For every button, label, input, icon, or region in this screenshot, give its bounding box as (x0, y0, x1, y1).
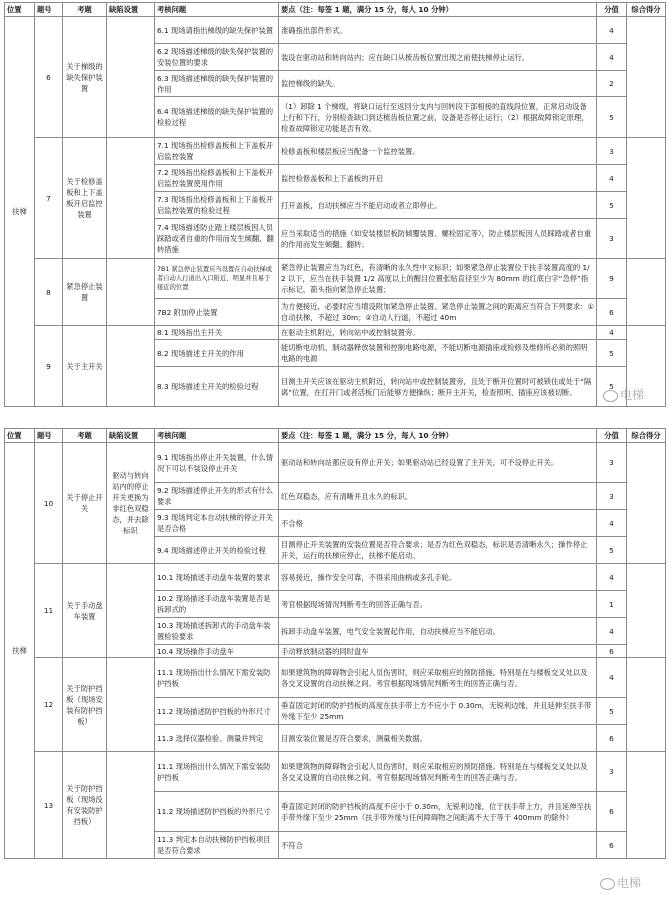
score-cell: 4 (597, 564, 627, 591)
topic-cell: 关于检修盖板和上下盖板开启监控装置 (63, 138, 107, 259)
question-cell: 6.2 现场描述梯级的缺失保护装置的安装位置的要求 (155, 44, 279, 71)
score-cell: 6 (597, 299, 627, 326)
points-cell: 手动释放制动器的同时盘车 (279, 645, 597, 658)
location-cell: 扶梯 (5, 17, 35, 407)
points-cell: 目测停止开关装置的安装位置是否符合要求；是否为红色双稳态，标识是否清晰永久；操作停止开关，运行的扶梯应停止，扶梯不能启动。 (279, 537, 597, 564)
question-number: 9 (35, 326, 63, 407)
score-cell: 5 (597, 367, 627, 407)
question-cell: 9.1 现场指出停止开关装置，什么情况下可以不装设停止开关 (155, 443, 279, 483)
total-score-cell (627, 138, 666, 259)
points-cell: 紧急停止装置应当为红色，有清晰的永久性中文标识；如果紧急停止装置位于扶手装置高度的 1/2 以下，应当在扶手装置 1/2 高度以上的醒目位置张贴直径至少为 80mm 的红底白字“急停”指示标记，箭头指向紧急停止装置； (279, 259, 597, 299)
score-cell: 9 (597, 259, 627, 299)
score-cell: 5 (597, 698, 627, 725)
points-cell: 考官根据现场情况判断考生的回答正确与否。 (279, 591, 597, 618)
points-cell: 装设在驱动站和转向站内；应在缺口从梳齿板位置出现之前使扶梯停止运行。 (279, 44, 597, 71)
header-location: 位置 (5, 429, 35, 443)
points-cell: 不符合 (279, 832, 597, 859)
score-cell: 4 (597, 510, 627, 537)
total-score-cell (627, 564, 666, 658)
points-cell: 准确指出部件形式。 (279, 17, 597, 44)
header-points: 要点（注：每签 1 题，满分 15 分，每人 10 分钟） (279, 429, 597, 443)
total-score-cell (627, 17, 666, 138)
defect-cell (107, 17, 155, 138)
question-number: 11 (35, 564, 63, 658)
question-cell: 11.1 现场指出什么情况下需安装防护挡板 (155, 658, 279, 698)
defect-cell: 驱动与转向站内的停止开关更换为非红色双稳态，并去除标识 (107, 443, 155, 564)
topic-cell: 紧急停止装置 (63, 259, 107, 326)
table-row (5, 443, 666, 483)
topic-cell: 关于停止开关 (63, 443, 107, 564)
points-cell: 在驱动主机附近，转向站中或控制装置旁。 (279, 326, 597, 340)
points-cell: 目测安装位置是否符合要求，测量相关数据。 (279, 725, 597, 752)
watermark-text: 电梯 (620, 388, 645, 402)
table-header-row (5, 429, 666, 443)
question-cell: 11.2 现场描述防护挡板的外形尺寸 (155, 792, 279, 832)
points-cell: 垂直固定封闭的防护挡板的高度不应小于 0.30m，无锐利边缘，位于扶手带上方，并且延伸至扶手带外缘下至少 25mm（扶手带外缘与任何障碍物之间距离不大于等于 400mm 的除外） (279, 792, 597, 832)
table-row (5, 564, 666, 591)
points-cell: 拆卸手动盘车装置，电气安全装置起作用，自动扶梯应当不能启动。 (279, 618, 597, 645)
question-cell: 7.4 现场描述防止踏上楼层板因人员踩踏或者自重的作用而发生倾翻、翻转措施 (155, 219, 279, 259)
topic-cell: 关于防护挡板（现场安装有防护挡板） (63, 658, 107, 752)
total-score-cell (627, 259, 666, 326)
question-cell: 10.3 现场描述拆卸式的手动盘车装置检验要求 (155, 618, 279, 645)
defect-cell (107, 326, 155, 407)
score-cell: 5 (597, 537, 627, 564)
question-cell: 9.2 现场描述停止开关的形式有什么要求 (155, 483, 279, 510)
question-cell: 8.1 现场指出主开关 (155, 326, 279, 340)
score-cell: 4 (597, 618, 627, 645)
defect-cell (107, 752, 155, 859)
question-cell: 10.1 现场描述手动盘车装置的要求 (155, 564, 279, 591)
question-cell: 10.4 现场操作手动盘车 (155, 645, 279, 658)
question-cell: 8.2 现场描述主开关的作用 (155, 340, 279, 367)
score-cell: 6 (597, 645, 627, 658)
question-cell: 7B1 紧急停止装置应当设置在自动扶梯或者自动人行道出入口附近、明显并且易于接近的位置 (155, 259, 279, 299)
wechat-icon (600, 878, 615, 890)
points-cell: 目测主开关应该在驱动主机附近，转向站中或控制装置旁，且处于断开位置时可被锁住或处于“隔离”位置，在打开门或者活板门后能够方便操纵；断开主开关，检查照明、插座应该被切断。 (279, 367, 597, 407)
score-cell: 6 (597, 725, 627, 752)
header-defect: 缺陷设置 (107, 3, 155, 17)
points-cell: （1）卸除 1 个梯级，将缺口运行至返回分支内与回转段下部相接的直线段位置，正常启动设备上行和下行，分别检查缺口到达梳齿板位置之前，设备是否停止运行；（2）根据故障锁定原理，检查故障锁定功能是否有效。 (279, 97, 597, 138)
points-cell: 监控梯级的缺失。 (279, 71, 597, 97)
score-cell: 1 (597, 591, 627, 618)
watermark-text: 电梯 (617, 876, 642, 890)
header-location: 位置 (5, 3, 35, 17)
question-cell: 11.1 现场指出什么情况下需安装防护挡板 (155, 752, 279, 792)
question-cell: 8.3 现场描述主开关的检验过程 (155, 367, 279, 407)
table-row (5, 752, 666, 792)
table-row (5, 326, 666, 340)
inspection-table-1 (4, 2, 666, 407)
score-cell: 3 (597, 138, 627, 165)
header-question: 考核问题 (155, 3, 279, 17)
score-cell: 4 (597, 165, 627, 192)
wechat-icon (603, 390, 618, 402)
points-cell: 不合格 (279, 510, 597, 537)
points-cell: 打开盖板，自动扶梯应当不能启动或者立即停止。 (279, 192, 597, 219)
points-cell: 如果建筑物的障碍物会引起人员伤害时，则应采取相应的预防措施。特别是在与楼板交叉处以及各交叉设置的自动扶梯之间。考官根据现场情况判断考生的回答正确与否。 (279, 752, 597, 792)
score-cell: 4 (597, 17, 627, 44)
header-points: 要点（注：每签 1 题，满分 15 分，每人 10 分钟） (279, 3, 597, 17)
points-cell: 监控检修盖板和上下盖板的开启 (279, 165, 597, 192)
header-number: 题号 (35, 429, 63, 443)
topic-cell: 关于防护挡板（现场没有安装防护挡板） (63, 752, 107, 859)
topic-cell: 关于手动盘车装置 (63, 564, 107, 658)
question-cell: 6.1 现场请指出梯级的缺失保护装置 (155, 17, 279, 44)
table-row (5, 259, 666, 299)
total-score-cell (627, 658, 666, 752)
question-number: 7 (35, 138, 63, 259)
question-number: 13 (35, 752, 63, 859)
score-cell: 6 (597, 792, 627, 832)
question-cell: 9.3 现场判定本自动扶梯的停止开关是否合格 (155, 510, 279, 537)
points-cell: 垂直固定封闭的防护挡板的高度在扶手带上方不应小于 0.30m，无锐利边缘，并且延伸至扶手带外缘下至少 25mm (279, 698, 597, 725)
points-cell: 驱动站和转向站都应设有停止开关；如果驱动站已经设置了主开关，可不设停止开关。 (279, 443, 597, 483)
inspection-table-2 (4, 428, 666, 859)
question-cell: 11.3 选择仪器检验、测量并判定 (155, 725, 279, 752)
score-cell: 5 (597, 97, 627, 138)
points-cell: 为方便接近，必要时应当增设附加紧急停止装置。紧急停止装置之间的距离应当符合下列要求：①自动扶梯，不超过 30m；②自动人行道，不超过 40m (279, 299, 597, 326)
question-cell: 7.1 现场指出检修盖板和上下盖板开启监控装置 (155, 138, 279, 165)
watermark-1 (603, 386, 644, 403)
score-cell: 3 (597, 752, 627, 792)
table-row (5, 138, 666, 165)
question-cell: 11.2 现场描述防护挡板的外形尺寸 (155, 698, 279, 725)
score-cell: 3 (597, 443, 627, 483)
header-topic: 考题 (63, 429, 107, 443)
table-row (5, 658, 666, 698)
question-cell: 7B2 附加停止装置 (155, 299, 279, 326)
header-number: 题号 (35, 3, 63, 17)
question-number: 8 (35, 259, 63, 326)
question-number: 6 (35, 17, 63, 138)
total-score-cell (627, 443, 666, 564)
question-cell: 11.3 判定本自动扶梯防护挡板项目是否符合要求 (155, 832, 279, 859)
header-topic: 考题 (63, 3, 107, 17)
question-cell: 9.4 现场描述停止开关的检验过程 (155, 537, 279, 564)
question-cell: 6.4 现场描述梯级的缺失保护装置的检验过程 (155, 97, 279, 138)
score-cell: 4 (597, 326, 627, 340)
header-total: 综合得分 (627, 3, 666, 17)
defect-cell (107, 138, 155, 259)
points-cell: 应当采取适当的措施（如安装楼层板防倾覆装置、螺栓固定等），防止楼层板因人员踩踏或者自重的作用而发生倾翻、翻转； (279, 219, 597, 259)
defect-cell (107, 564, 155, 658)
topic-cell: 关于主开关 (63, 326, 107, 407)
question-cell: 7.2 现场指出检修盖板和上下盖板开启监控装置使用作用 (155, 165, 279, 192)
question-cell: 7.3 现场指出检修盖板和上下盖板开启监控装置的检验过程 (155, 192, 279, 219)
points-cell: 如果建筑物的障碍物会引起人员伤害时，则应采取相应的预防措施。特别是在与楼板交叉处以及各交叉设置的自动扶梯之间。考官根据现场情况判断考生的回答正确与否。 (279, 658, 597, 698)
location-cell: 扶梯 (5, 443, 35, 859)
question-cell: 6.3 现场描述梯级的缺失保护装置的作用 (155, 71, 279, 97)
question-number: 12 (35, 658, 63, 752)
header-question: 考核问题 (155, 429, 279, 443)
header-score: 分值 (597, 3, 627, 17)
header-defect: 缺陷设置 (107, 429, 155, 443)
points-cell: 检修盖板和楼层板应当配备一个监控装置。 (279, 138, 597, 165)
score-cell: 5 (597, 192, 627, 219)
score-cell: 3 (597, 483, 627, 510)
table-row (5, 17, 666, 44)
topic-cell: 关于梯级的缺失保护装置 (63, 17, 107, 138)
score-cell: 3 (597, 219, 627, 259)
header-score: 分值 (597, 429, 627, 443)
points-cell: 容易接近，操作安全可靠，不得采用曲柄或多孔手轮。 (279, 564, 597, 591)
defect-cell (107, 259, 155, 326)
watermark-2 (600, 874, 641, 891)
score-cell: 4 (597, 658, 627, 698)
total-score-cell (627, 752, 666, 859)
points-cell: 红色双稳态，应有清晰并且永久的标识。 (279, 483, 597, 510)
question-number: 10 (35, 443, 63, 564)
score-cell: 2 (597, 71, 627, 97)
score-cell: 4 (597, 44, 627, 71)
points-cell: 能切断电动机、制动器释放装置和控制电路电源，不能切断电源插座或检修及维修所必须的照明电路的电源 (279, 340, 597, 367)
score-cell: 6 (597, 832, 627, 859)
question-cell: 10.2 现场描述手动盘车装置是否是拆卸式的 (155, 591, 279, 618)
score-cell: 5 (597, 340, 627, 367)
header-total: 综合得分 (627, 429, 666, 443)
defect-cell (107, 658, 155, 752)
table-header-row (5, 3, 666, 17)
